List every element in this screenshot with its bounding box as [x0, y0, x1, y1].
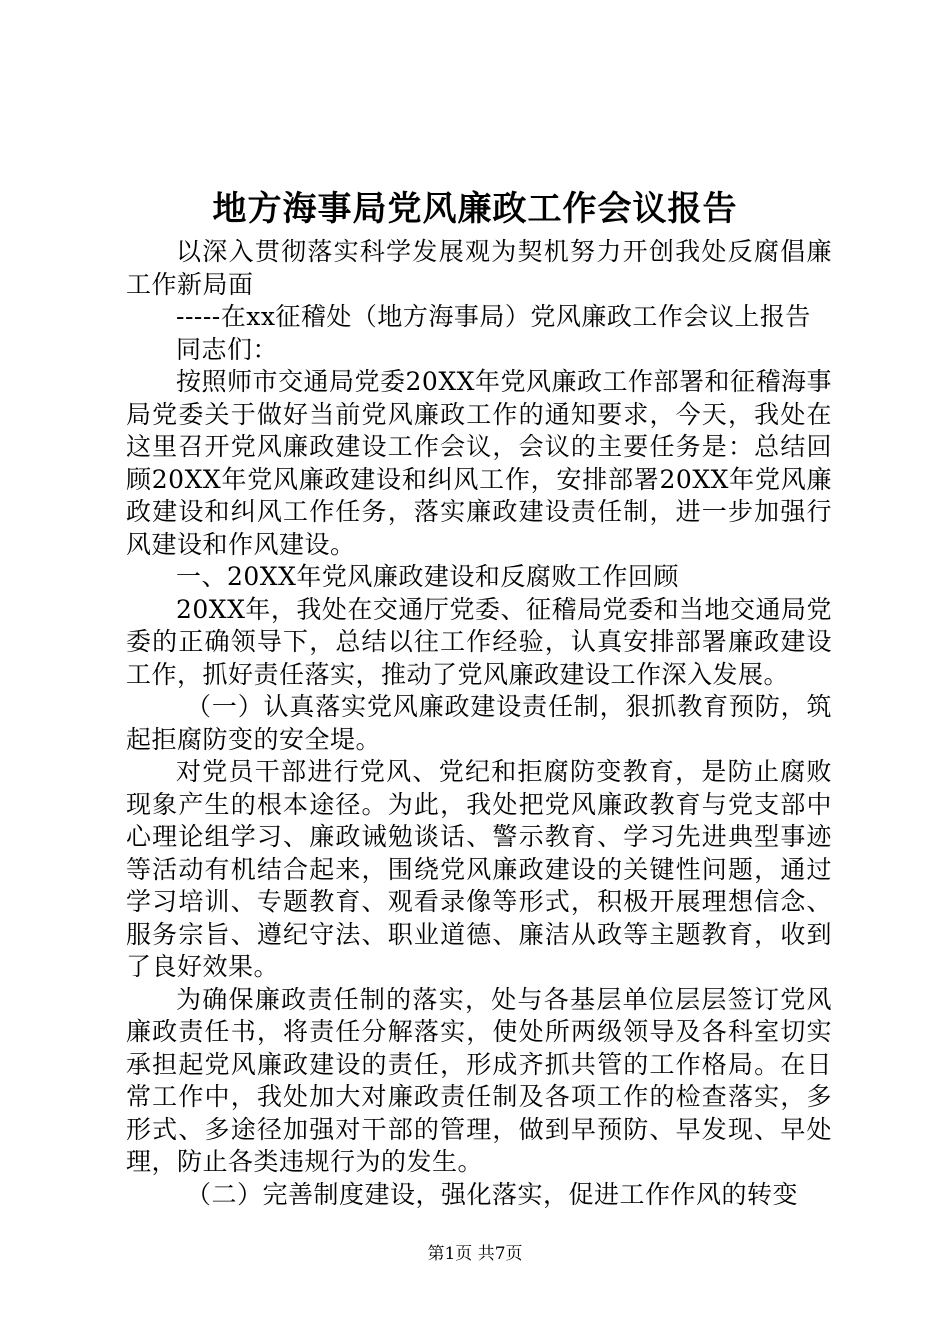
- page-number-footer: 第1页 共7页: [427, 1244, 523, 1264]
- subtitle-occasion: -----在xx征稽处（地方海事局）党风廉政工作会议上报告: [176, 302, 811, 331]
- body-paragraph: 为确保廉政责任制的落实，处与各基层单位层层签订党风廉政责任书，将责任分解落实，使处所两级领导及各科室切实承担起党风廉政建设的责任，形成齐抓共管的工作格局。在日常工作中，我处加大对廉政责任制及各项工作的检查落实，多形式、多途径加强对干部的管理，做到早预防、早发现、早处理，防止各类违规行为的发生。: [126, 984, 832, 1176]
- section-heading: 一、20XX年党风廉政建设和反腐败工作回顾: [176, 562, 679, 591]
- document-title: 地方海事局党风廉政工作会议报告: [212, 189, 738, 229]
- subsection-heading: （一）认真落实党风廉政建设责任制，狠抓教育预防，筑起拒腐防变的安全堤。: [126, 692, 832, 754]
- body-paragraph: 对党员干部进行党风、党纪和拒腐防变教育，是防止腐败现象产生的根本途径。为此，我处把党风廉政教育与党支部中心理论组学习、廉政诫勉谈话、警示教育、学习先进典型事迹等活动有机结合起来，围绕党风廉政建设的关键性问题，通过学习培训、专题教育、观看录像等形式，积极开展理想信念、服务宗旨、遵纪守法、职业道德、廉洁从政等主题教育，收到了良好效果。: [126, 757, 832, 981]
- subsection-heading: （二）完善制度建设，强化落实，促进工作作风的转变: [186, 1179, 799, 1209]
- body-paragraph: 20XX年，我处在交通厅党委、征稽局党委和当地交通局党委的正确领导下，总结以往工作经验，认真安排部署廉政建设工作，抓好责任落实，推动了党风廉政建设工作深入发展。: [126, 594, 832, 689]
- salutation: 同志们：: [176, 334, 279, 364]
- subtitle-paragraph: 以深入贯彻落实科学发展观为契机努力开创我处反腐倡廉工作新局面: [126, 237, 832, 299]
- body-paragraph: 按照师市交通局党委20XX年党风廉政工作部署和征稽海事局党委关于做好当前党风廉政工作的通知要求，今天，我处在这里召开党风廉政建设工作会议，会议的主要任务是：总结回顾20XX年党风廉政建设和纠风工作，安排部署20XX年党风廉政建设和纠风工作任务，落实廉政建设责任制，进一步加强行风建设和作风建设。: [126, 367, 832, 559]
- document-body: [126, 236, 832, 1211]
